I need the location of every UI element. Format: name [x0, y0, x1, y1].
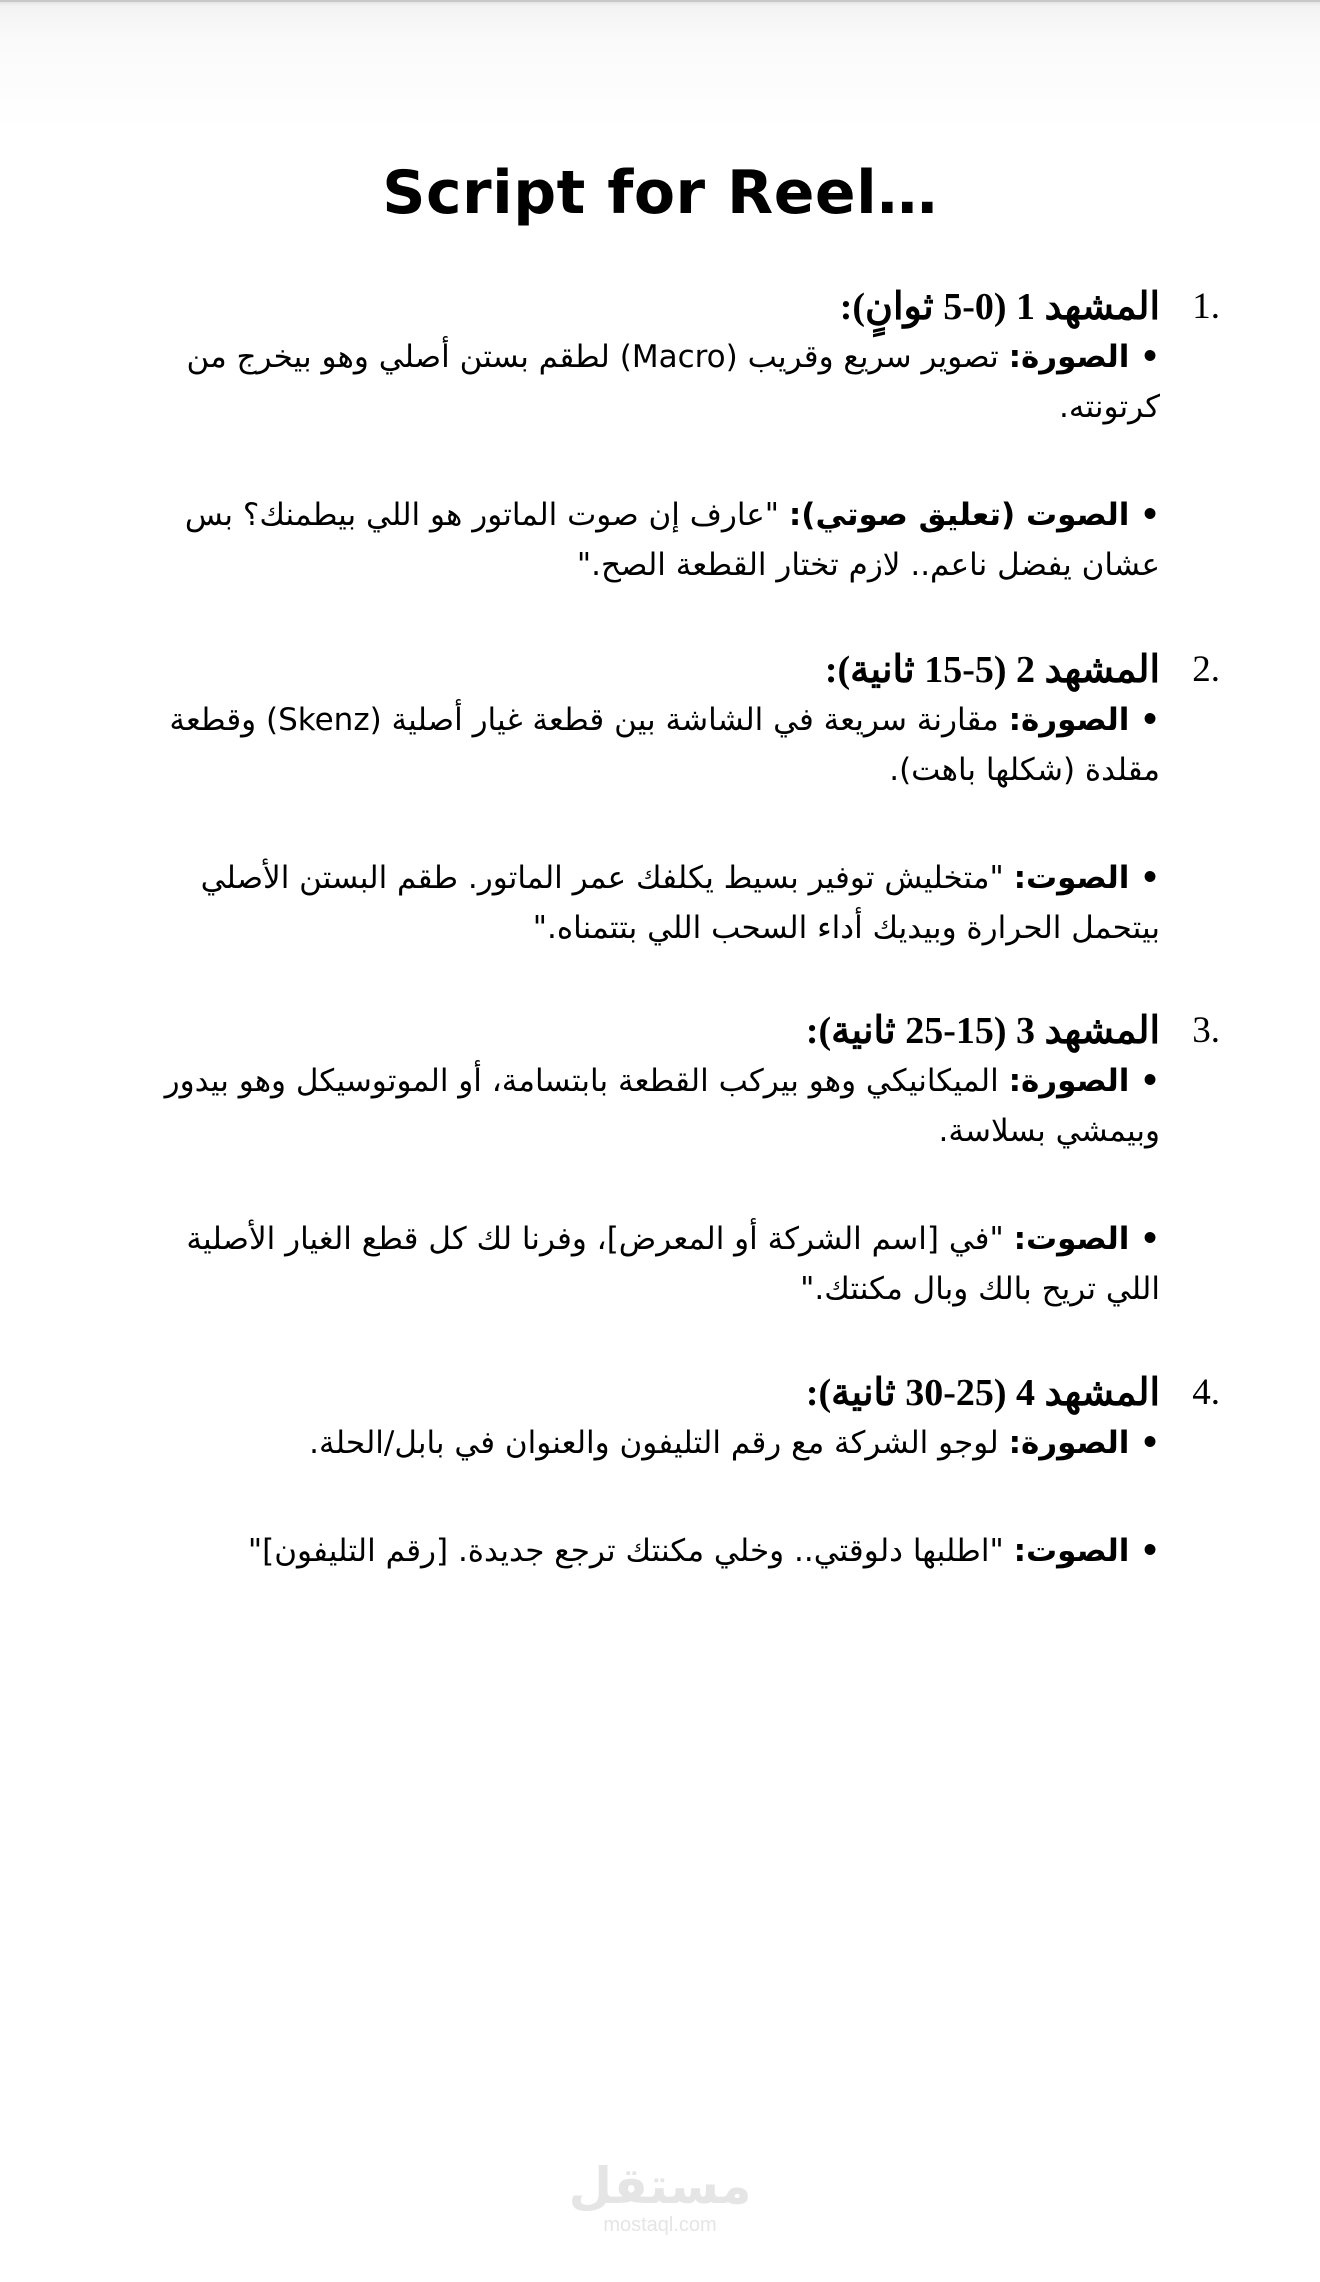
- scene-number: 3.: [1192, 1010, 1220, 1051]
- audio-label: • الصوت:: [1013, 1533, 1160, 1569]
- scene-heading: [140, 1006, 1220, 1056]
- scene-3: [140, 1006, 1220, 1314]
- top-shade: [0, 0, 1320, 130]
- audio-description: [140, 1214, 1160, 1314]
- scene-4: [140, 1368, 1220, 1576]
- audio-text: "في [اسم الشركة أو المعرض]، وفرنا لك كل قطع الغيار الأصلية اللي تريح بالك وبال مكنتك.": [186, 1221, 1160, 1307]
- watermark: [560, 2158, 760, 2236]
- watermark-url: mostaql.com: [603, 2214, 717, 2236]
- scene-title: المشهد 3 (15-25 ثانية):: [805, 1010, 1160, 1052]
- image-description: [140, 1056, 1160, 1156]
- audio-description: [140, 490, 1160, 590]
- scene-heading: [140, 645, 1220, 695]
- image-label: • الصورة:: [1008, 339, 1160, 375]
- page-title: Script for Reel…: [382, 158, 938, 228]
- image-label: • الصورة:: [1008, 1063, 1160, 1099]
- image-text: لوجو الشركة مع رقم التليفون والعنوان في بابل/الحلة.: [309, 1425, 1009, 1461]
- top-border: [0, 0, 1320, 2]
- image-description: [140, 695, 1160, 795]
- scene-title: المشهد 1 (0-5 ثوانٍ):: [839, 286, 1160, 328]
- scene-2: [140, 645, 1220, 953]
- image-text: الميكانيكي وهو بيركب القطعة بابتسامة، أو الموتوسيكل وهو بيدور وبيمشي بسلاسة.: [164, 1063, 1160, 1149]
- scene-1: [140, 282, 1220, 590]
- scene-number: 4.: [1192, 1372, 1220, 1413]
- audio-label: • الصوت:: [1013, 1221, 1160, 1257]
- image-text: تصوير سريع وقريب (Macro) لطقم بستن أصلي وهو بيخرج من كرتونته.: [186, 339, 1160, 425]
- audio-description: [140, 853, 1160, 953]
- image-label: • الصورة:: [1008, 1425, 1160, 1461]
- scene-title: المشهد 2 (5-15 ثانية):: [824, 649, 1160, 691]
- audio-text: "اطلبها دلوقتي.. وخلي مكنتك ترجع جديدة. [رقم التليفون]": [247, 1533, 1014, 1569]
- scene-title: المشهد 4 (25-30 ثانية):: [805, 1372, 1160, 1414]
- image-description: [140, 1418, 1160, 1468]
- scene-number: 1.: [1192, 286, 1220, 327]
- audio-label: • الصوت (تعليق صوتي):: [788, 497, 1160, 533]
- scene-heading: [140, 1368, 1220, 1418]
- audio-label: • الصوت:: [1013, 860, 1160, 896]
- watermark-logo: مستقل: [568, 2157, 752, 2215]
- scene-number: 2.: [1192, 649, 1220, 690]
- audio-text: "متخليش توفير بسيط يكلفك عمر الماتور. طقم البستن الأصلي بيتحمل الحرارة وبيديك أداء السحب اللي بتتمناه.": [200, 860, 1160, 946]
- scene-heading: [140, 282, 1220, 332]
- image-text: مقارنة سريعة في الشاشة بين قطعة غيار أصلية (Skenz) وقطعة مقلدة (شكلها باهت).: [169, 702, 1160, 788]
- audio-text: "عارف إن صوت الماتور هو اللي بيطمنك؟ بس عشان يفضل ناعم.. لازم تختار القطعة الصح.": [184, 497, 1160, 583]
- image-description: [140, 332, 1160, 432]
- image-label: • الصورة:: [1008, 702, 1160, 738]
- audio-description: [140, 1526, 1160, 1576]
